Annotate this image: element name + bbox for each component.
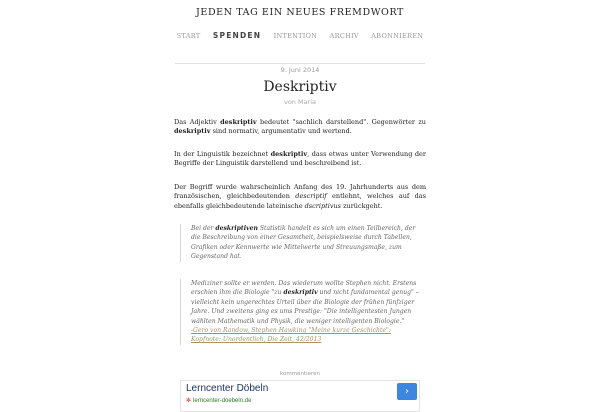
nav-item-archiv[interactable]: ARCHIV <box>329 32 359 40</box>
post-date <box>0 57 600 76</box>
nav-item-abonnieren[interactable]: ABONNIEREN <box>371 32 424 40</box>
ad-url[interactable]: ✻ lerncenter-doebeln.de <box>186 398 252 404</box>
ad-banner[interactable] <box>180 380 420 412</box>
paragraph-etymology: Der Begriff wurde wahrscheinlich Anfang des 19. Jahrhunderts aus dem französischen, gleichbedeutenden descriptif entlehnt, welches auf das ebenfalls gleichbedeutende lateinische dscriptivus zurückgeht. <box>174 183 426 210</box>
nav-item-start[interactable]: START <box>176 32 201 40</box>
quote-source-link[interactable]: -Gero von Randow, Stephen Hawking "Meine kurze Geschichte": <box>191 327 391 335</box>
paragraph-definition: Das Adjektiv deskriptiv bedeutet "sachlich darstellend". Gegenwörter zu deskriptiv sind normativ, argumentativ und wertend. <box>174 118 426 136</box>
quote-hawking: Mediziner sollte er werden. Das wiederum wollte Stephen nicht. Erstens erschien ihm die Biologie "zu deskriptiv und nicht fundamental genug" – vielleicht kein ungerechtes Urteil über die Biologie der frühen fünfziger Jahre. Und zweitens ging es ums Prestige: "Die intelligentesten Jungen wählten Mathematik und Physik, die weniger intelligenten Biologie." -Gero von Randow, Stephen Hawking "Meine kurze Geschichte": Kopfnote: Unordentlich, Die Zeit, 42/2013 <box>180 279 423 345</box>
main-nav <box>0 31 600 40</box>
paragraph-linguistics: In der Linguistik bezeichnet deskriptiv, dass etwas unter Verwendung der Begriffe der Linguistik darstellend und beschreibend ist. <box>174 150 426 168</box>
ad-open-button[interactable]: › <box>397 383 417 400</box>
nav-item-spenden[interactable]: SPENDEN <box>212 31 262 40</box>
comment-link[interactable]: kommentieren <box>279 371 321 377</box>
nav-item-intention[interactable]: INTENTION <box>273 32 318 40</box>
post-title[interactable]: Deskriptiv <box>263 79 337 95</box>
site-title[interactable]: JEDEN TAG EIN NEUES FREMDWORT <box>196 7 404 18</box>
quote-statistics: Bei der deskriptiven Statistik handelt es sich um einen Teilbereich, der die Beschreibung von einer Gesamtheit, beispielsweise durch Tabellen, Grafiken oder Kennwerte wie Mittelwerte und Streuungsmaße, zum Gegenstand hat. <box>180 224 423 262</box>
post-author: von Maria <box>283 98 317 106</box>
quote-source-link-2[interactable]: Kopfnote: Unordentlich, Die Zeit, 42/2013 <box>191 336 322 344</box>
post-date-text: 9. Juni 2014 <box>276 66 325 74</box>
ad-title[interactable]: Lerncenter Döbeln <box>186 383 269 394</box>
ad-star-icon: ✻ <box>186 398 192 404</box>
